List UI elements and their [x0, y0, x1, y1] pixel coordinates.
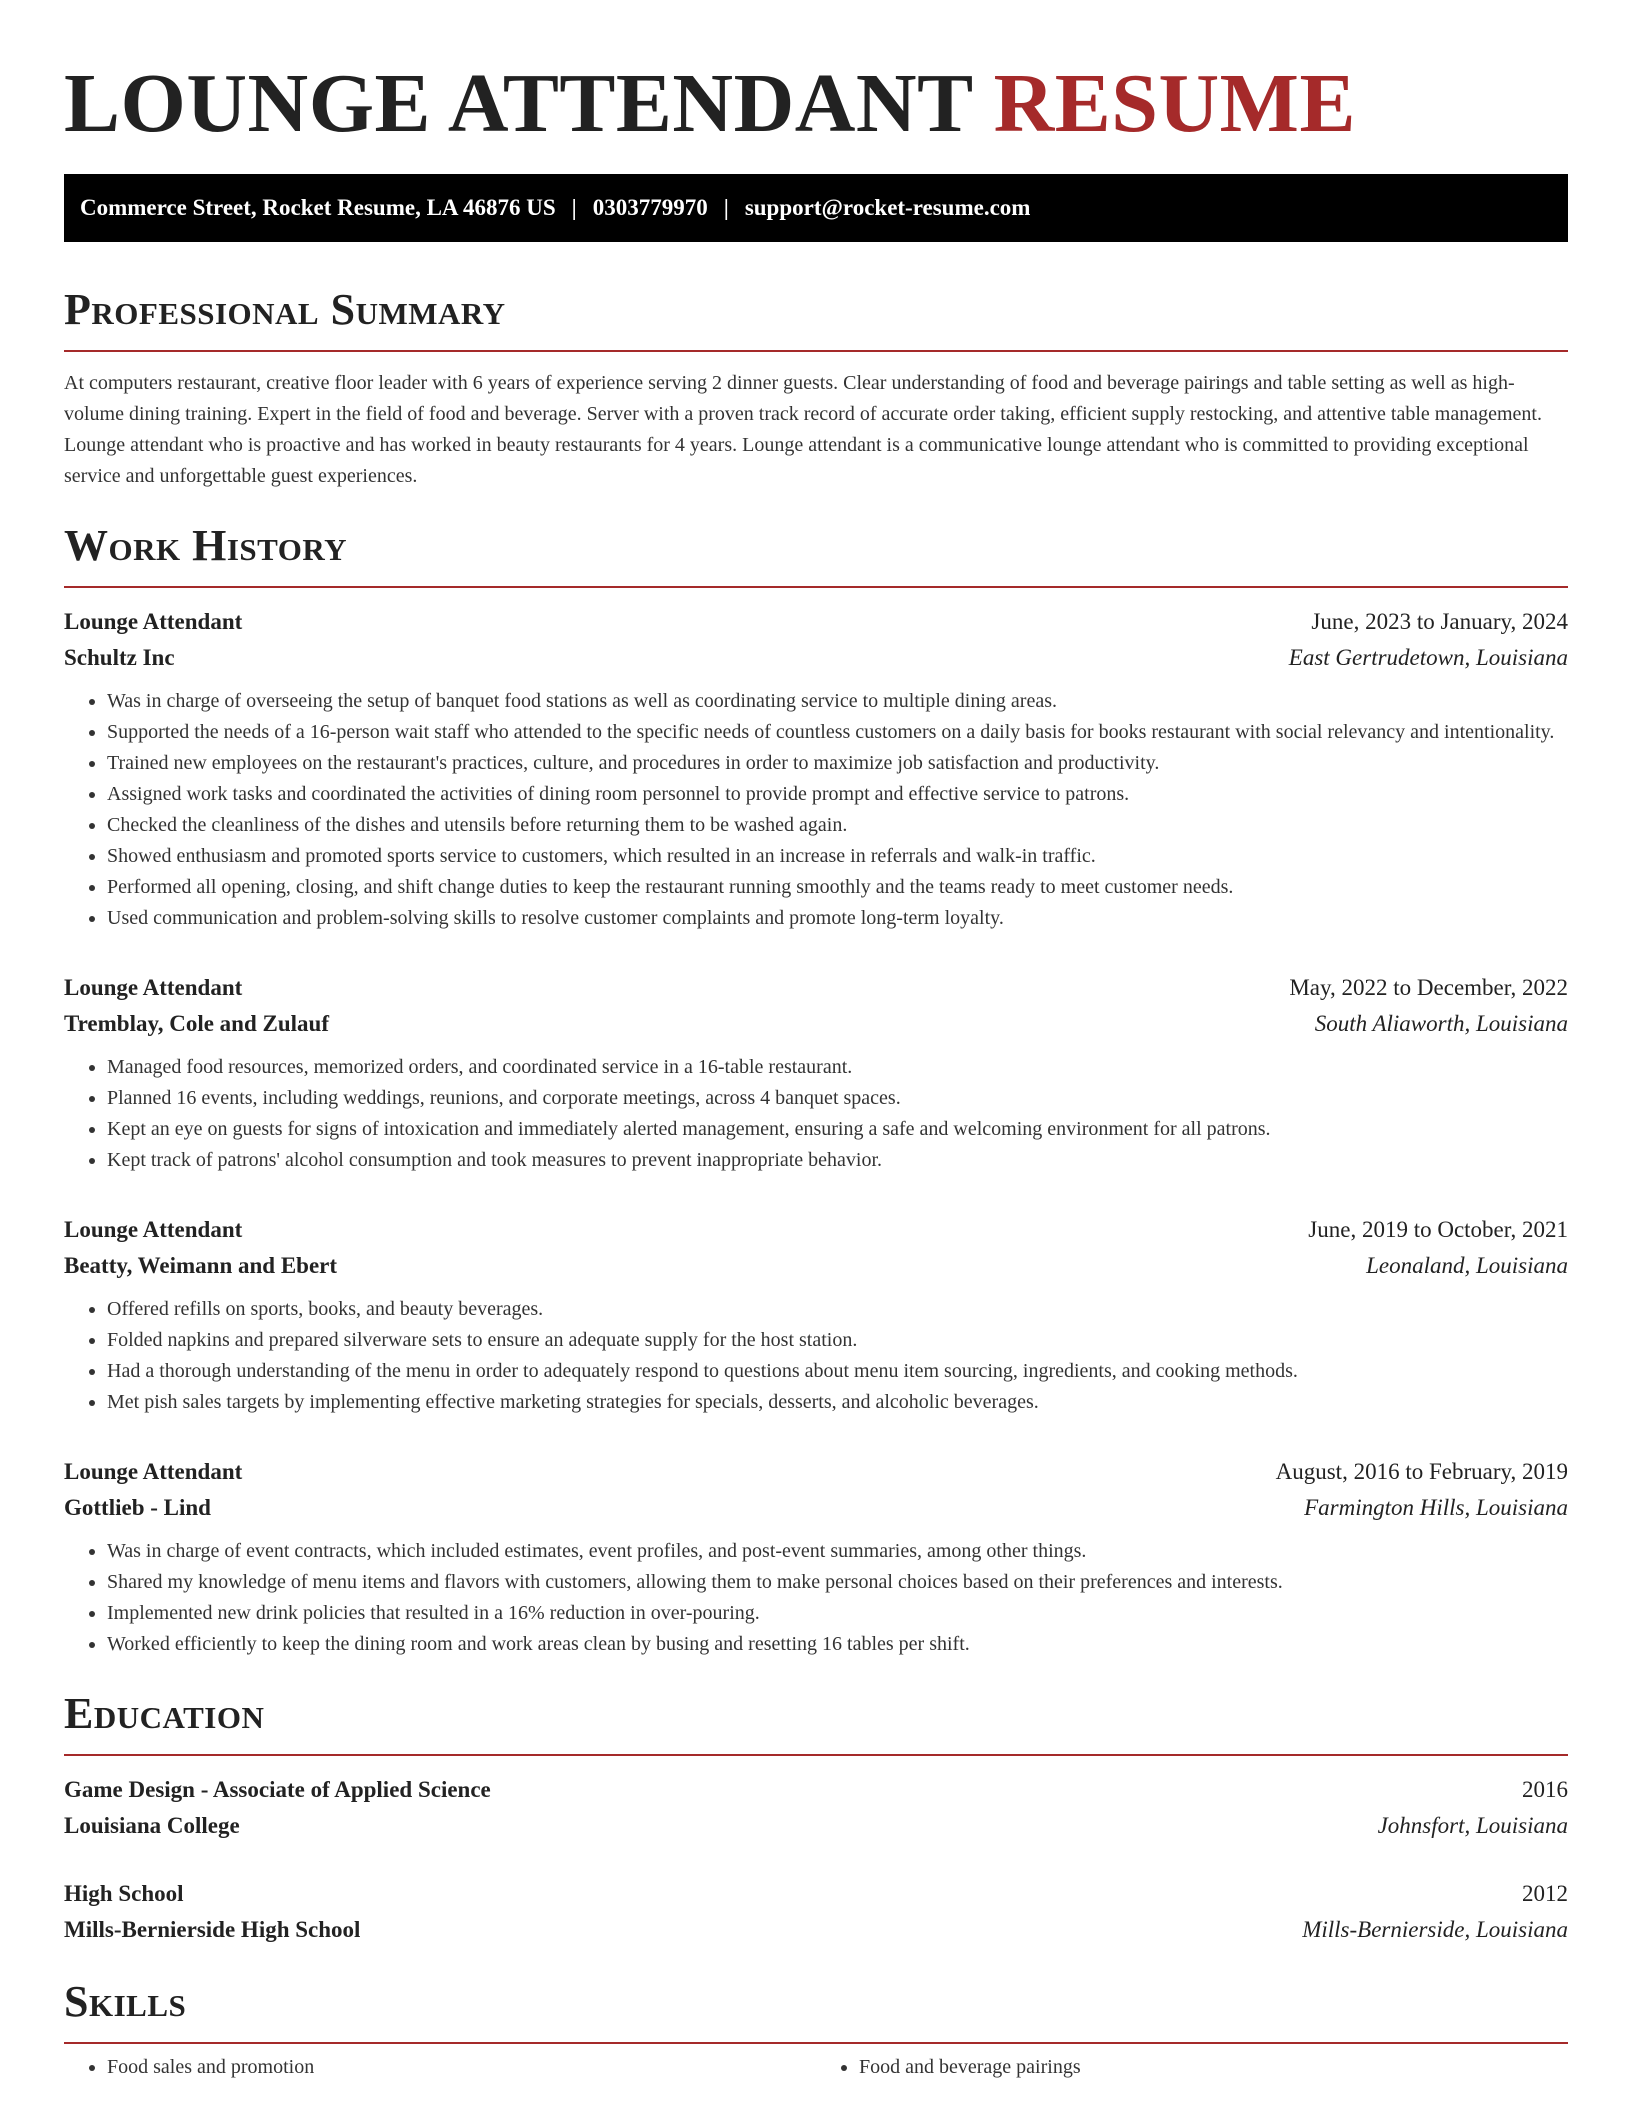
job-duty: • Kept track of patrons' alcohol consumption and took measures to prevent inappropriate behavior.	[107, 1145, 1568, 1176]
skills-columns	[64, 2044, 1568, 2083]
education-school: Mills-Bernierside High School	[64, 1917, 361, 1942]
education-school-row	[64, 1808, 1568, 1844]
section-heading-skills: Skills	[64, 1977, 187, 2026]
job-duty: • Planned 16 events, including weddings, reunions, and corporate meetings, across 4 banquet spaces.	[107, 1083, 1568, 1114]
job-duty: • Checked the cleanliness of the dishes and utensils before returning them to be washed again.	[107, 810, 1568, 841]
job-entry	[64, 604, 1568, 934]
job-title: Lounge Attendant	[64, 1459, 243, 1484]
job-entry	[64, 970, 1568, 1176]
job-location: South Aliaworth, Louisiana	[1314, 1011, 1568, 1036]
job-duties-list	[64, 1536, 1568, 1660]
job-duty: • Supported the needs of a 16-person wait staff who attended to the specific needs of countless customers on a daily basis for books restaurant with social relevancy and intentionality.	[107, 717, 1568, 748]
job-duties-list	[64, 1052, 1568, 1176]
contact-address: Commerce Street, Rocket Resume, LA 46876 US	[80, 195, 556, 220]
education-year: 2016	[1522, 1777, 1568, 1802]
education-school: Louisiana College	[64, 1813, 240, 1838]
skill-item: • Food sales and promotion	[107, 2052, 816, 2083]
education-year: 2012	[1522, 1881, 1568, 1906]
job-dates: August, 2016 to February, 2019	[1275, 1459, 1568, 1484]
job-company: Gottlieb - Lind	[64, 1495, 211, 1520]
job-entry	[64, 1212, 1568, 1418]
job-company: Tremblay, Cole and Zulauf	[64, 1011, 329, 1036]
education-header-row	[64, 1772, 1568, 1808]
section-divider	[64, 586, 1568, 588]
job-header-row	[64, 970, 1568, 1006]
job-duty: • Used communication and problem-solving skills to resolve customer complaints and promote long-term loyalty.	[107, 903, 1568, 934]
education-location: Johnsfort, Louisiana	[1377, 1813, 1568, 1838]
contact-bar	[64, 174, 1568, 242]
job-title: Lounge Attendant	[64, 609, 243, 634]
skills-section	[64, 1974, 1568, 2083]
summary-text: At computers restaurant, creative floor leader with 6 years of experience serving 2 dinner guests. Clear understanding of food and beverage pairings and table setting as well as high-volume dining training. Expert in the field of food and beverage. Server with a proven track record of accurate order taking, efficient supply restocking, and attentive table management. Lounge attendant who is proactive and has worked in beauty restaurants for 4 years. Lounge attendant is a communicative lounge attendant who is committed to providing exceptional service and unforgettable guest experiences.	[64, 372, 1542, 487]
education-location: Mills-Bernierside, Louisiana	[1302, 1917, 1568, 1942]
job-duty: • Worked efficiently to keep the dining room and work areas clean by busing and resetting 16 tables per shift.	[107, 1629, 1568, 1660]
job-duty: • Managed food resources, memorized orders, and coordinated service in a 16-table restaurant.	[107, 1052, 1568, 1083]
job-duty: • Showed enthusiasm and promoted sports service to customers, which resulted in an increase in referrals and walk-in traffic.	[107, 841, 1568, 872]
skills-column-left	[64, 2052, 816, 2083]
job-duties-list	[64, 686, 1568, 934]
section-heading-summary: Professional Summary	[64, 285, 506, 334]
job-dates: June, 2019 to October, 2021	[1308, 1217, 1568, 1242]
job-duty: • Was in charge of event contracts, which included estimates, event profiles, and post-event summaries, among other things.	[107, 1536, 1568, 1567]
job-entry	[64, 1454, 1568, 1660]
job-duty: • Was in charge of overseeing the setup of banquet food stations as well as coordinating service to multiple dining areas.	[107, 686, 1568, 717]
job-header-row	[64, 604, 1568, 640]
job-dates: June, 2023 to January, 2024	[1311, 609, 1568, 634]
title-main: LOUNGE ATTENDANT	[64, 57, 973, 150]
summary-section	[64, 282, 1568, 492]
section-divider	[64, 1754, 1568, 1756]
job-title: Lounge Attendant	[64, 1217, 243, 1242]
job-duty: • Met pish sales targets by implementing effective marketing strategies for specials, desserts, and alcoholic beverages.	[107, 1387, 1568, 1418]
contact-separator: |	[571, 195, 577, 220]
job-duty: • Implemented new drink policies that resulted in a 16% reduction in over-pouring.	[107, 1598, 1568, 1629]
education-section	[64, 1686, 1568, 1948]
skill-item: • Food and beverage pairings	[859, 2052, 1568, 2083]
education-entry	[64, 1876, 1568, 1948]
contact-phone: 0303779970	[592, 195, 708, 220]
education-header-row	[64, 1876, 1568, 1912]
section-divider	[64, 350, 1568, 352]
job-duty: • Offered refills on sports, books, and beauty beverages.	[107, 1294, 1568, 1325]
job-duty: • Kept an eye on guests for signs of intoxication and immediately alerted management, ensuring a safe and welcoming environment for all patrons.	[107, 1114, 1568, 1145]
job-company-row	[64, 1248, 1568, 1284]
section-heading-work-history: Work History	[64, 521, 348, 570]
job-location: Farmington Hills, Louisiana	[1304, 1495, 1568, 1520]
job-duty: • Trained new employees on the restaurant's practices, culture, and procedures in order to maximize job satisfaction and productivity.	[107, 748, 1568, 779]
job-duty: • Assigned work tasks and coordinated the activities of dining room personnel to provide prompt and effective service to patrons.	[107, 779, 1568, 810]
job-company: Schultz Inc	[64, 645, 175, 670]
contact-email: support@rocket-resume.com	[744, 195, 1031, 220]
job-duty: • Folded napkins and prepared silverware sets to ensure an adequate supply for the host station.	[107, 1325, 1568, 1356]
job-company-row	[64, 1006, 1568, 1042]
education-degree: Game Design - Associate of Applied Science	[64, 1777, 491, 1802]
job-location: East Gertrudetown, Louisiana	[1288, 645, 1568, 670]
job-duty: • Performed all opening, closing, and shift change duties to keep the restaurant running smoothly and the teams ready to meet customer needs.	[107, 872, 1568, 903]
education-entry	[64, 1772, 1568, 1844]
job-duties-list	[64, 1294, 1568, 1418]
work-history-section	[64, 518, 1568, 1660]
job-dates: May, 2022 to December, 2022	[1289, 975, 1568, 1000]
job-company-row	[64, 640, 1568, 676]
job-title: Lounge Attendant	[64, 975, 243, 1000]
title-accent: RESUME	[993, 57, 1356, 150]
job-header-row	[64, 1212, 1568, 1248]
job-company-row	[64, 1490, 1568, 1526]
skills-column-right	[816, 2052, 1568, 2083]
job-company: Beatty, Weimann and Ebert	[64, 1253, 338, 1278]
resume-title	[64, 0, 1568, 150]
section-heading-education: Education	[64, 1689, 265, 1738]
job-duty: • Had a thorough understanding of the menu in order to adequately respond to questions about menu item sourcing, ingredients, and cooking methods.	[107, 1356, 1568, 1387]
education-degree: High School	[64, 1881, 184, 1906]
job-location: Leonaland, Louisiana	[1366, 1253, 1568, 1278]
job-header-row	[64, 1454, 1568, 1490]
education-school-row	[64, 1912, 1568, 1948]
job-duty: • Shared my knowledge of menu items and flavors with customers, allowing them to make personal choices based on their preferences and interests.	[107, 1567, 1568, 1598]
contact-separator: |	[723, 195, 729, 220]
